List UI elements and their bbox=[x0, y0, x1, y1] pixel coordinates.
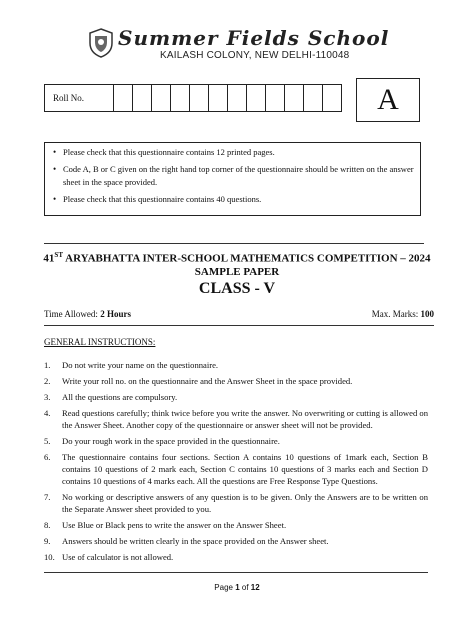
check-item bbox=[63, 193, 420, 206]
instruction-item bbox=[44, 435, 428, 447]
roll-digit-box[interactable] bbox=[228, 85, 247, 112]
instruction-number: 6. bbox=[44, 452, 51, 462]
check-item-text: Code A, B or C given on the right hand top corner of the questionnaire should be written on the answer sheet in the space provided. bbox=[63, 164, 414, 187]
general-instructions-list bbox=[44, 359, 428, 567]
instruction-number: 10. bbox=[44, 552, 55, 562]
instruction-item bbox=[44, 375, 428, 387]
instruction-number: 9. bbox=[44, 536, 51, 546]
instruction-number: 3. bbox=[44, 392, 51, 402]
divider bbox=[44, 243, 424, 244]
instruction-item bbox=[44, 391, 428, 403]
edition-suffix: ST bbox=[54, 251, 63, 259]
instruction-item bbox=[44, 451, 428, 487]
roll-digit-box[interactable] bbox=[266, 85, 285, 112]
instruction-text: The questionnaire contains four sections. Section A contains 10 questions of 1mark each, Section B contains 10 questions of 2 mark each, Section C contains 10 questions of 3 marks each and Section D contains 10 questions of 4 marks each. All the questions are Free Response Type Questions. bbox=[62, 452, 428, 486]
instruction-text: Do your rough work in the space provided in the questionnaire. bbox=[62, 436, 280, 446]
divider bbox=[44, 325, 434, 326]
roll-digit-box[interactable] bbox=[133, 85, 152, 112]
divider bbox=[44, 572, 428, 573]
roll-digit-box[interactable] bbox=[190, 85, 209, 112]
instruction-number: 8. bbox=[44, 520, 51, 530]
competition-name: ARYABHATTA INTER-SCHOOL MATHEMATICS COMPETITION – 2024 bbox=[65, 252, 431, 265]
roll-digit-box[interactable] bbox=[171, 85, 190, 112]
check-item bbox=[63, 163, 420, 189]
roll-digit-box[interactable] bbox=[209, 85, 228, 112]
instruction-text: Use Blue or Black pens to write the answer on the Answer Sheet. bbox=[62, 520, 287, 530]
page-current: 1 bbox=[235, 583, 240, 592]
competition-title bbox=[20, 251, 454, 265]
time-allowed bbox=[44, 309, 131, 319]
instruction-text: Use of calculator is not allowed. bbox=[62, 552, 174, 562]
marks-label: Max. Marks: bbox=[371, 309, 419, 319]
school-name: Summer Fields School bbox=[118, 26, 390, 50]
paper-set-code: A bbox=[356, 78, 420, 122]
instruction-item bbox=[44, 519, 428, 531]
page-number bbox=[0, 583, 474, 592]
instruction-text: Answers should be written clearly in the space provided on the Answer sheet. bbox=[62, 536, 329, 546]
check-item-text: Please check that this questionnaire contains 12 printed pages. bbox=[63, 147, 275, 157]
roll-digit-box[interactable] bbox=[152, 85, 171, 112]
instruction-text: All the questions are compulsory. bbox=[62, 392, 178, 402]
class-title: CLASS - V bbox=[198, 280, 276, 297]
roll-number-label: Roll No. bbox=[45, 85, 114, 112]
page-of: of bbox=[241, 583, 249, 592]
instruction-text: Write your roll no. on the questionnaire and the Answer Sheet in the space provided. bbox=[62, 376, 353, 386]
time-label: Time Allowed: bbox=[44, 309, 98, 319]
school-crest-icon bbox=[88, 28, 114, 58]
roll-digit-box[interactable] bbox=[247, 85, 266, 112]
instruction-item bbox=[44, 491, 428, 515]
page-prefix: Page bbox=[214, 583, 233, 592]
instruction-text: No working or descriptive answers of any question is to be given. Only the Answers are to be written on the Separate Answer sheet provided to you. bbox=[62, 492, 428, 514]
edition-number: 41 bbox=[43, 252, 55, 265]
time-value: 2 Hours bbox=[100, 309, 131, 319]
page-total: 12 bbox=[250, 583, 260, 592]
instruction-number: 7. bbox=[44, 492, 51, 502]
instruction-number: 5. bbox=[44, 436, 51, 446]
instruction-item bbox=[44, 407, 428, 431]
instruction-text: Do not write your name on the questionnaire. bbox=[62, 360, 219, 370]
roll-digit-box[interactable] bbox=[304, 85, 323, 112]
roll-number-grid bbox=[44, 84, 342, 112]
roll-digit-box[interactable] bbox=[114, 85, 133, 112]
roll-digit-box[interactable] bbox=[323, 85, 342, 112]
instruction-item bbox=[44, 535, 428, 547]
check-item bbox=[63, 146, 420, 159]
roll-digit-box[interactable] bbox=[285, 85, 304, 112]
instruction-item bbox=[44, 551, 428, 563]
school-address: KAILASH COLONY, NEW DELHI-110048 bbox=[160, 50, 350, 61]
general-instructions-heading: GENERAL INSTRUCTIONS: bbox=[44, 337, 156, 347]
instruction-number: 1. bbox=[44, 360, 51, 370]
check-instructions-box bbox=[44, 142, 421, 216]
paper-subtitle: SAMPLE PAPER bbox=[194, 266, 280, 278]
check-item-text: Please check that this questionnaire contains 40 questions. bbox=[63, 194, 262, 204]
instruction-text: Read questions carefully; think twice before you write the answer. No overwriting or cutting is allowed on the Answer Sheet. Another copy of the questionnaire or answer sheet will not be provided. bbox=[62, 408, 428, 430]
instruction-number: 2. bbox=[44, 376, 51, 386]
instruction-item bbox=[44, 359, 428, 371]
max-marks bbox=[372, 309, 434, 319]
instruction-number: 4. bbox=[44, 408, 51, 418]
marks-value: 100 bbox=[420, 309, 434, 319]
